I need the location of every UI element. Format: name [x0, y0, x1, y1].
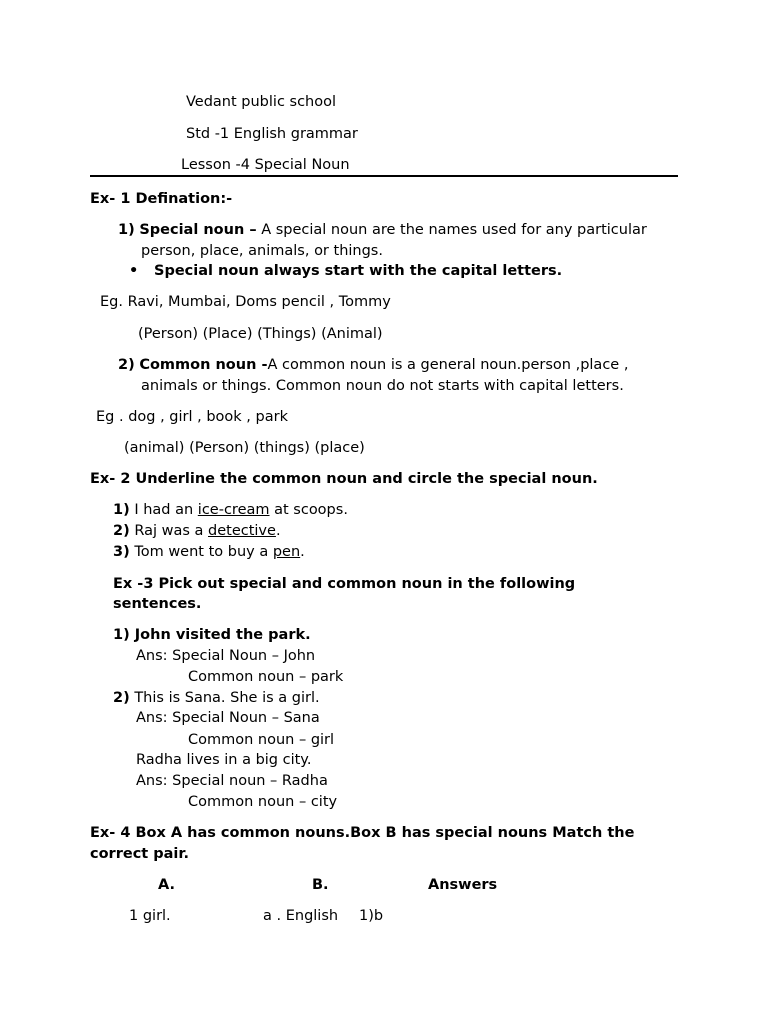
ex3-heading-line1: Ex -3 Pick out special and common noun in the following — [113, 576, 576, 592]
bullet-icon: • — [129, 263, 139, 279]
ex3-question-text: John visited the park. — [129, 627, 311, 643]
ex2-sentence-3 — [113, 542, 305, 562]
ex1-example2: Eg . dog , girl , book , park — [96, 409, 288, 425]
underlined-noun: pen — [272, 544, 301, 560]
ex2-sentence-text: Raj was a — [129, 523, 209, 539]
ex4-row1-a: 1 girl. — [129, 908, 171, 924]
ex4-heading-line2: correct pair. — [90, 846, 189, 862]
ex1-item1-text2: person, place, animals, or things. — [141, 243, 383, 259]
ex1-item1-term: Special noun – — [139, 222, 257, 238]
ex2-sentence-2 — [113, 521, 281, 541]
ex4-row1-answer: 1)b — [359, 908, 384, 924]
ex4-column-a: A. — [158, 877, 175, 893]
ex4-heading-line1: Ex- 4 Box A has common nouns.Box B has special nouns Match the — [90, 825, 635, 841]
ex1-item2-text2: animals or things. Common noun do not starts with capital letters. — [141, 378, 624, 394]
ex3-answer-2a: Ans: Special Noun – Sana — [136, 710, 320, 726]
ex3-question-text: This is Sana. She is a girl. — [129, 690, 320, 706]
school-name: Vedant public school — [186, 94, 337, 110]
ex2-sentence-text: I had an — [129, 502, 198, 518]
ex1-item1-line1 — [118, 220, 647, 240]
ex2-sentence-number: 3) — [113, 544, 130, 560]
ex1-item2-number: 2) — [118, 357, 135, 373]
ex3-question-3: Radha lives in a big city. — [136, 752, 312, 768]
ex3-answer-1b: Common noun – park — [188, 669, 344, 685]
ex2-sentence-text: at scoops. — [269, 502, 348, 518]
ex2-sentence-text: . — [300, 544, 305, 560]
ex1-item2-text1: A common noun is a general noun.person ,place , — [267, 357, 629, 373]
ex3-question-number: 1) — [113, 627, 130, 643]
ex1-item2-term: Common noun - — [139, 357, 268, 373]
ex1-heading: Ex- 1 Defination:- — [90, 191, 233, 207]
ex3-question-1 — [113, 625, 311, 645]
ex1-item2-line1 — [118, 355, 628, 375]
underlined-noun: detective — [208, 523, 276, 539]
lesson-title: Lesson -4 Special Noun — [181, 157, 350, 173]
ex3-question-2 — [113, 688, 320, 708]
ex2-sentence-number: 2) — [113, 523, 130, 539]
ex2-sentence-text: Tom went to buy a — [129, 544, 273, 560]
header-divider — [90, 175, 678, 177]
ex3-answer-1a: Ans: Special Noun – John — [136, 648, 316, 664]
ex3-answer-3a: Ans: Special noun – Radha — [136, 773, 328, 789]
ex2-sentence-text: . — [275, 523, 281, 539]
ex3-heading-line2: sentences. — [113, 596, 202, 612]
ex1-example1: Eg. Ravi, Mumbai, Doms pencil , Tommy — [100, 294, 391, 310]
ex3-question-number: 2) — [113, 690, 130, 706]
ex4-row1-b: a . English — [263, 908, 339, 924]
ex1-item1-number: 1) — [118, 222, 135, 238]
ex2-sentence-number: 1) — [113, 502, 130, 518]
ex1-bullet-text: Special noun always start with the capital letters. — [154, 263, 563, 279]
ex4-column-answers: Answers — [428, 877, 498, 893]
ex1-example1-types: (Person) (Place) (Things) (Animal) — [138, 326, 383, 342]
ex1-item1-text1: A special noun are the names used for any particular — [256, 222, 647, 238]
ex2-heading: Ex- 2 Underline the common noun and circle the special noun. — [90, 471, 598, 487]
ex3-answer-3b: Common noun – city — [188, 794, 338, 810]
subject-title: Std -1 English grammar — [186, 126, 358, 142]
ex3-answer-2b: Common noun – girl — [188, 732, 335, 748]
ex1-example2-types: (animal) (Person) (things) (place) — [124, 440, 365, 456]
ex2-sentence-1 — [113, 500, 348, 520]
ex4-column-b: B. — [312, 877, 329, 893]
underlined-noun: ice-cream — [197, 502, 270, 518]
